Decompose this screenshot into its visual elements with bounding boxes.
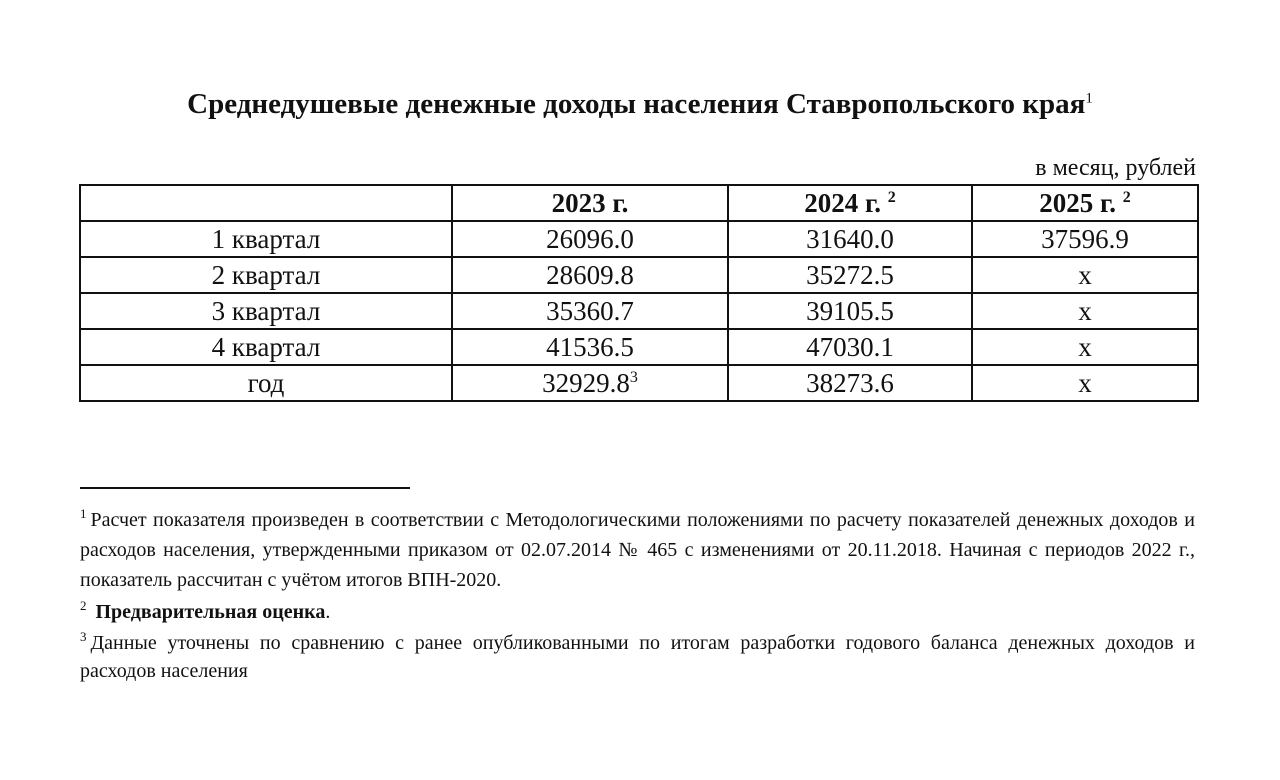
table-header-row — [80, 185, 1198, 221]
unit-label: в месяц, рублей — [1035, 155, 1196, 181]
cell-period: 4 квартал — [80, 329, 452, 365]
footnote-3 — [80, 629, 1195, 685]
footnotes — [80, 505, 1195, 685]
cell-2024: 39105.5 — [728, 293, 972, 329]
page-title-text: Среднедушевые денежные доходы населения Ставропольского края — [187, 88, 1086, 120]
header-2025-footnote-mark: 2 — [1122, 189, 1131, 206]
cell-2024: 38273.6 — [728, 365, 972, 401]
cell-2023: 35360.7 — [452, 293, 728, 329]
footnote-1 — [80, 505, 1195, 595]
cell-period: 3 квартал — [80, 293, 452, 329]
header-period — [80, 185, 452, 221]
cell-2024: 47030.1 — [728, 329, 972, 365]
cell-2025: x — [972, 257, 1198, 293]
cell-2025: x — [972, 365, 1198, 401]
page-title — [80, 84, 1200, 124]
footnote-text: Расчет показателя произведен в соответствии с Методологическими положениями по расчету показателей денежных доходов и расходов населения, утвержденными приказом от 02.07.2014 № 465 с изменениями от 20.11.2018. Начиная с периодов 2022 г., показатель рассчитан с учётом итогов ВПН-2020. — [80, 509, 1195, 591]
footnote-text: Данные уточнены по сравнению с ранее опубликованными по итогам разработки годового баланса денежных доходов и расходов населения — [80, 632, 1195, 682]
table-row — [80, 293, 1198, 329]
cell-2025: x — [972, 329, 1198, 365]
cell-2024: 31640.0 — [728, 221, 972, 257]
cell-2023: 32929.8$^3$ — [452, 365, 728, 401]
table-row — [80, 365, 1198, 401]
footnote-text: Предварительная оценка — [95, 601, 326, 623]
cell-2024: 35272.5 — [728, 257, 972, 293]
income-table — [79, 184, 1199, 402]
cell-period: 1 квартал — [80, 221, 452, 257]
cell-2025: x — [972, 293, 1198, 329]
cell-period: 2 квартал — [80, 257, 452, 293]
footnote-mark: 2 — [80, 598, 87, 614]
table-row — [80, 257, 1198, 293]
table-row — [80, 329, 1198, 365]
cell-2025: 37596.9 — [972, 221, 1198, 257]
header-2025: 2025 г. $^2$ — [972, 185, 1198, 221]
header-2024: 2024 г. $^2$ — [728, 185, 972, 221]
footnote-2: $^2$ Предварительная оценка. — [80, 598, 331, 623]
footnote-mark: 3 — [80, 629, 87, 645]
cell-2023: 28609.8 — [452, 257, 728, 293]
cell-2023-footnote-mark: 3 — [629, 369, 638, 386]
cell-period: год — [80, 365, 452, 401]
title-footnote-mark: 1 — [1085, 90, 1093, 107]
header-2024-footnote-mark: 2 — [887, 189, 896, 206]
header-2023: 2023 г. — [452, 185, 728, 221]
footnote-divider — [80, 487, 410, 489]
cell-2023: 26096.0 — [452, 221, 728, 257]
table-row — [80, 221, 1198, 257]
cell-2023: 41536.5 — [452, 329, 728, 365]
footnote-mark: 1 — [80, 506, 87, 522]
